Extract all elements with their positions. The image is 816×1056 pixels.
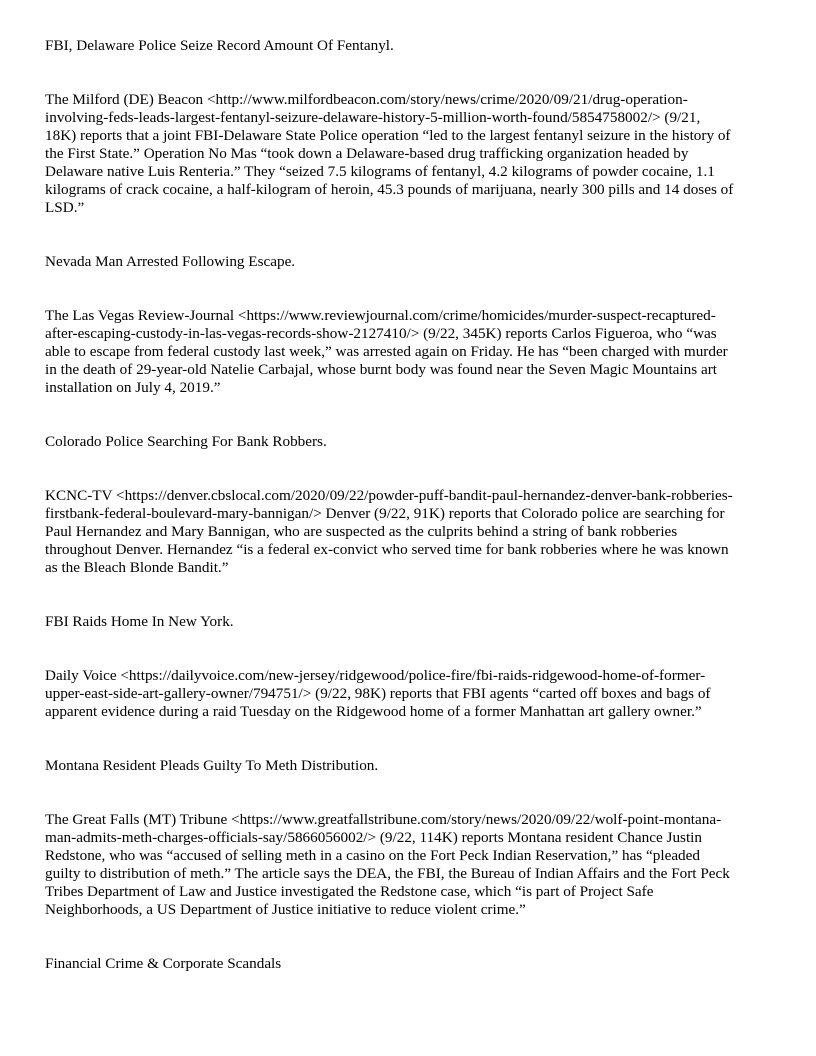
body-line: Paul Hernandez and Mary Bannigan, who are suspected as the culprits behind a string of bank robberies <box>45 523 678 540</box>
body-line: Delaware native Luis Renteria.” They “seized 7.5 kilograms of fentanyl, 4.2 kilograms of powder cocaine, 1.1 <box>45 163 715 180</box>
article-headline: FBI, Delaware Police Seize Record Amount Of Fentanyl. <box>45 37 394 54</box>
body-line: the First State.” Operation No Mas “took down a Delaware-based drug trafficking organization headed by <box>45 145 689 162</box>
body-line: Daily Voice <https://dailyvoice.com/new-jersey/ridgewood/police-fire/fbi-raids-ridgewood-home-of-former- <box>45 667 706 684</box>
article-body <box>45 307 773 397</box>
body-line: as the Bleach Blonde Bandit.” <box>45 559 229 576</box>
body-line: 18K) reports that a joint FBI-Delaware State Police operation “led to the largest fentanyl seizure in the history of <box>45 127 731 144</box>
body-line: kilograms of crack cocaine, a half-kilogram of heroin, 45.3 pounds of marijuana, nearly 300 pills and 14 doses of <box>45 181 734 198</box>
body-line: throughout Denver. Hernandez “is a federal ex-convict who served time for bank robberies where he was known <box>45 541 729 558</box>
body-line: upper-east-side-art-gallery-owner/794751/> (9/22, 98K) reports that FBI agents “carted off boxes and bags of <box>45 685 711 702</box>
body-line: KCNC-TV <https://denver.cbslocal.com/2020/09/22/powder-puff-bandit-paul-hernandez-denver-bank-robberies- <box>45 487 733 504</box>
article-headline: Colorado Police Searching For Bank Robbers. <box>45 433 327 450</box>
body-line: after-escaping-custody-in-las-vegas-records-show-2127410/> (9/22, 345K) reports Carlos Figueroa, who “was <box>45 325 717 342</box>
body-line: able to escape from federal custody last week,” was arrested again on Friday. He has “been charged with murder <box>45 343 728 360</box>
body-line: guilty to distribution of meth.” The article says the DEA, the FBI, the Bureau of Indian Affairs and the Fort Peck <box>45 865 730 882</box>
section-heading: Financial Crime & Corporate Scandals <box>45 955 282 972</box>
article-body <box>45 91 773 217</box>
article-headline: Montana Resident Pleads Guilty To Meth Distribution. <box>45 757 379 774</box>
body-line: The Las Vegas Review-Journal <https://www.reviewjournal.com/crime/homicides/murder-suspect-recaptured- <box>45 307 716 324</box>
article-body <box>45 487 773 577</box>
body-line: LSD.” <box>45 199 85 216</box>
body-line: Neighborhoods, a US Department of Justice initiative to reduce violent crime.” <box>45 901 526 918</box>
body-line: Redstone, who was “accused of selling meth in a casino on the Fort Peck Indian Reservation,” has “pleaded <box>45 847 700 864</box>
body-line: apparent evidence during a raid Tuesday on the Ridgewood home of a former Manhattan art gallery owner.” <box>45 703 702 720</box>
body-line: installation on July 4, 2019.” <box>45 379 221 396</box>
body-line: in the death of 29-year-old Natelie Carbajal, whose burnt body was found near the Seven Magic Mountains art <box>45 361 717 378</box>
body-line: firstbank-federal-boulevard-mary-bannigan/> Denver (9/22, 91K) reports that Colorado police are searching for <box>45 505 725 522</box>
body-line: man-admits-meth-charges-officials-say/5866056002/> (9/22, 114K) reports Montana resident Chance Justin <box>45 829 702 846</box>
body-line: Tribes Department of Law and Justice investigated the Redstone case, which “is part of Project Safe <box>45 883 654 900</box>
body-line: The Great Falls (MT) Tribune <https://www.greatfallstribune.com/story/news/2020/09/22/wolf-point-montana- <box>45 811 722 828</box>
article-body <box>45 811 773 919</box>
article-body <box>45 667 773 721</box>
article-headline: Nevada Man Arrested Following Escape. <box>45 253 296 270</box>
body-line: involving-feds-leads-largest-fentanyl-seizure-delaware-history-5-million-worth-found/5854758002/> (9/21, <box>45 109 701 126</box>
body-line: The Milford (DE) Beacon <http://www.milfordbeacon.com/story/news/crime/2020/09/21/drug-operation- <box>45 91 688 108</box>
article-headline: FBI Raids Home In New York. <box>45 613 234 630</box>
